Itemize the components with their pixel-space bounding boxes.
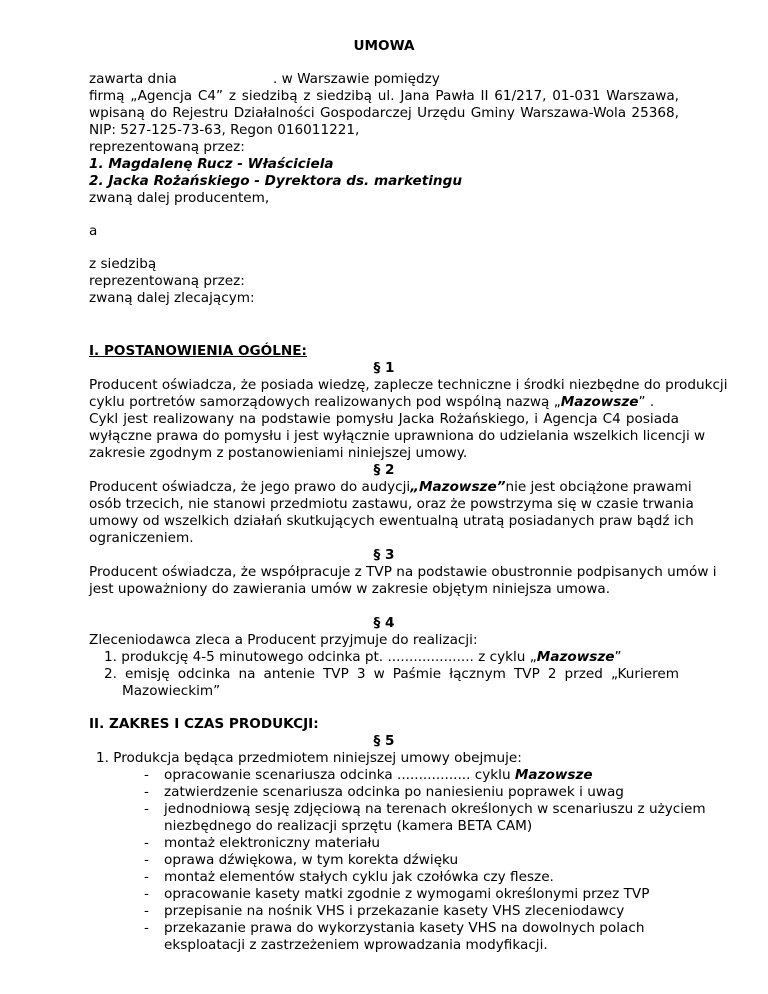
p2-line1: Producent oświadcza, że jego prawo do audycji „Mazowsze” nie jest obciążone prawami bbox=[89, 479, 692, 495]
intro-place: . w Warszawie pomiędzy bbox=[273, 71, 440, 87]
list-bullet-dash: - bbox=[144, 767, 149, 783]
intro-represented: reprezentowaną przez: bbox=[89, 139, 245, 155]
list-item: eksploatacji z zastrzeżeniem wprowadzania modyfikacji. bbox=[164, 937, 548, 953]
list-bullet-dash: - bbox=[144, 920, 149, 936]
list-item: zatwierdzenie scenariusza odcinka po naniesieniu poprawek i uwag bbox=[164, 784, 624, 800]
p4-item-2: 2. emisję odcinka na antenie TVP 3 w Paśmie łącznym TVP 2 przed „Kurierem bbox=[104, 666, 679, 682]
list-item: jednodniową sesję zdjęciową na terenach określonych w scenariuszu z użyciem bbox=[164, 801, 706, 817]
representative-1: 1. Magdalenę Rucz - Właściciela bbox=[89, 156, 334, 172]
list-bullet-dash: - bbox=[144, 869, 149, 885]
p1-line3: Cykl jest realizowany na podstawie pomysłu Jacka Rożańskiego, i Agencja C4 posiada bbox=[89, 411, 679, 427]
intro-nip: NIP: 527-125-73-63, Regon 016011221, bbox=[89, 122, 360, 138]
p2-line4: ograniczeniem. bbox=[89, 530, 194, 546]
p5-line1: 1. Produkcja będąca przedmiotem niniejszej umowy obejmuje: bbox=[96, 750, 522, 766]
party2-seat: z siedzibą bbox=[89, 256, 157, 272]
section-1-heading: I. POSTANOWIENIA OGÓLNE: bbox=[89, 343, 307, 359]
paragraph-2-mark: § 2 bbox=[373, 462, 395, 478]
paragraph-4-mark: § 4 bbox=[373, 615, 395, 631]
p1-line5: zakresie zgodnym z postanowieniami niniejszej umowy. bbox=[89, 445, 468, 461]
party2-called: zwaną dalej zlecającym: bbox=[89, 290, 255, 306]
intro-date-label: zawarta dnia bbox=[89, 71, 177, 87]
p4-item-1: 1. produkcję 4-5 minutowego odcinka pt. .................... z cyklu „Mazowsze” bbox=[104, 649, 622, 665]
conjunction-a: a bbox=[89, 223, 98, 239]
section-2-heading: II. ZAKRES I CZAS PRODUKCJI: bbox=[89, 716, 319, 732]
p4-item-2-cont: Mazowieckim” bbox=[122, 683, 221, 699]
list-item: opracowanie kasety matki zgodnie z wymogami określonymi przez TVP bbox=[164, 886, 650, 902]
list-bullet-dash: - bbox=[144, 801, 149, 817]
paragraph-3-mark: § 3 bbox=[373, 547, 395, 563]
document-title: UMOWA bbox=[353, 38, 415, 54]
party2-represented: reprezentowaną przez: bbox=[89, 273, 245, 289]
list-bullet-dash: - bbox=[144, 852, 149, 868]
p3-line1: Producent oświadcza, że współpracuje z TVP na podstawie obustronnie podpisanych umów i bbox=[89, 564, 717, 580]
p1-line2: cyklu portretów samorządowych realizowanych pod wspólną nazwą „Mazowsze” . bbox=[89, 394, 655, 410]
representative-2: 2. Jacka Rożańskiego - Dyrektora ds. marketingu bbox=[89, 173, 463, 189]
p3-line2: jest upoważniony do zawierania umów w zakresie objętym niniejsza umowa. bbox=[89, 581, 611, 597]
list-item: przepisanie na nośnik VHS i przekazanie kasety VHS zleceniodawcy bbox=[164, 903, 625, 919]
intro-registry: wpisaną do Rejestru Działalności Gospodarczej Urzędu Gminy Warszawa-Wola 25368, bbox=[89, 105, 679, 121]
paragraph-5-mark: § 5 bbox=[373, 733, 395, 749]
intro-company: firmą „Agencja C4” z siedzibą z siedzibą ul. Jana Pawła II 61/217, 01-031 Warszawa, bbox=[89, 88, 679, 104]
list-bullet-dash: - bbox=[144, 784, 149, 800]
p4-line1: Zleceniodawca zleca a Producent przyjmuje do realizacji: bbox=[89, 632, 478, 648]
list-item: niezbędnego do realizacji sprzętu (kamera BETA CAM) bbox=[164, 818, 533, 834]
list-item: montaż elementów stałych cyklu jak czołówka czy flesze. bbox=[164, 869, 554, 885]
list-bullet-dash: - bbox=[144, 886, 149, 902]
list-bullet-dash: - bbox=[144, 835, 149, 851]
p2-line2: osób trzecich, nie stanowi przedmiotu zastawu, oraz że powstrzyma się w czasie trwania bbox=[89, 496, 694, 512]
list-item: przekazanie prawa do wykorzystania kasety VHS na dowolnych polach bbox=[164, 920, 645, 936]
intro-called: zwaną dalej producentem, bbox=[89, 190, 270, 206]
p1-line4: wyłączne prawa do pomysłu i jest wyłącznie uprawniona do udzielania wszelkich licencji w bbox=[89, 428, 706, 444]
list-item: montaż elektroniczny materiału bbox=[164, 835, 381, 851]
paragraph-1-mark: § 1 bbox=[373, 360, 395, 376]
p1-line1: Producent oświadcza, że posiada wiedzę, zaplecze techniczne i środki niezbędne do produkcji bbox=[89, 377, 728, 393]
list-bullet-dash: - bbox=[144, 903, 149, 919]
p2-line3: umowy od wszelkich działań skutkujących ewentualną utratą posiadanych praw bądź ich bbox=[89, 513, 694, 529]
list-item: oprawa dźwiękowa, w tym korekta dźwięku bbox=[164, 852, 459, 868]
list-item: opracowanie scenariusza odcinka ................. cyklu Mazowsze bbox=[164, 767, 593, 783]
